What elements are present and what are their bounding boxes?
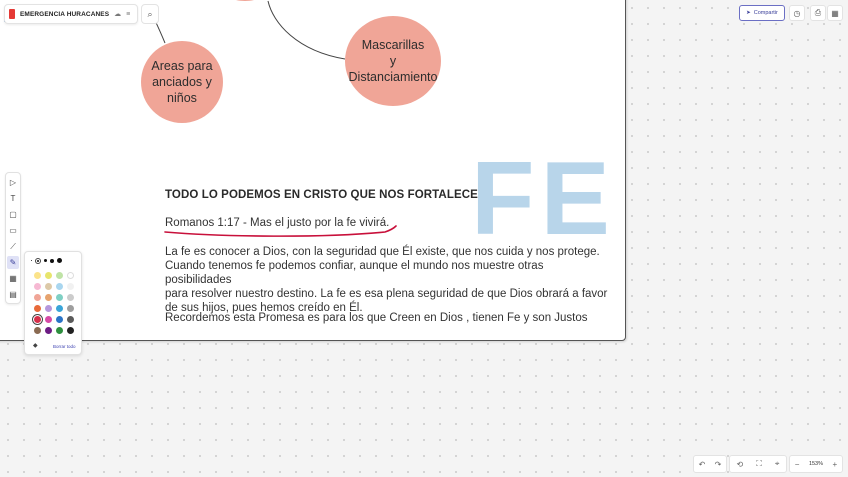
table-icon: ▦ — [9, 274, 17, 283]
color-swatch[interactable] — [67, 305, 74, 312]
color-swatch[interactable] — [45, 327, 52, 334]
color-swatch[interactable] — [67, 294, 74, 301]
undo-redo-group — [693, 455, 727, 473]
search-icon: ⌕ — [147, 8, 153, 19]
color-swatch[interactable] — [45, 272, 52, 279]
paragraph-line: de sus hijos, pues hemos creído en Él. — [165, 302, 363, 314]
pen-icon: ✎ — [9, 258, 17, 267]
grid-icon: ▦ — [831, 8, 839, 18]
node-line: anciados y — [152, 75, 212, 89]
node-line: y — [389, 54, 397, 68]
node-line: Distanciamiento — [348, 70, 438, 84]
zoom-controls — [789, 455, 843, 473]
color-swatch[interactable] — [34, 327, 41, 334]
pen-tool[interactable] — [7, 256, 19, 269]
color-swatch[interactable] — [56, 305, 63, 312]
color-swatch[interactable] — [45, 316, 52, 323]
select-tool[interactable] — [7, 176, 19, 189]
search-button[interactable] — [141, 4, 159, 24]
send-icon: ➤ — [746, 10, 751, 16]
color-swatch[interactable] — [56, 316, 63, 323]
line-icon: ⟋ — [10, 241, 16, 251]
paragraph-line: Cuando tenemos fe podemos confiar, aunque el mundo nos muestre otras posibilidades — [165, 260, 544, 286]
verse-text[interactable]: Romanos 1:17 - Mas el justo por la fe vivirá. — [165, 217, 390, 229]
shape-tool[interactable] — [7, 224, 19, 237]
cloud-sync-icon: ☁ — [114, 11, 122, 18]
color-swatch[interactable] — [45, 305, 52, 312]
undo-icon[interactable]: ↶ — [698, 459, 706, 469]
color-swatch[interactable] — [67, 283, 74, 290]
share-label: Compartir — [753, 10, 778, 16]
grid-button[interactable] — [827, 5, 843, 21]
text-icon: T — [10, 194, 16, 203]
left-toolbar — [5, 172, 21, 304]
closing-text[interactable]: Recordemos esta Promesa es para los que Creen en Dios , tienen Fe y son Justos — [165, 312, 588, 324]
color-swatch[interactable] — [45, 294, 52, 301]
board-title[interactable]: EMERGENCIA HURACANES — [20, 10, 110, 18]
zoom-out-icon[interactable]: − — [794, 459, 800, 469]
board-title-bar — [4, 4, 138, 24]
node-line: Mascarillas — [361, 38, 425, 52]
sticky-note-tool[interactable] — [7, 208, 19, 221]
color-swatch-grid — [34, 272, 74, 334]
zoom-in-icon[interactable]: + — [832, 459, 838, 469]
line-tool[interactable] — [7, 240, 19, 253]
color-swatch[interactable] — [45, 283, 52, 290]
share-button[interactable] — [739, 5, 785, 21]
color-swatch[interactable] — [34, 305, 41, 312]
history-icon[interactable]: ⟲ — [736, 459, 744, 469]
node-line: niños — [167, 91, 197, 105]
pointer-icon: ▷ — [9, 178, 17, 187]
zoom-level[interactable]: 153% — [808, 461, 824, 467]
fit-screen-icon[interactable]: ⛶ — [756, 459, 762, 468]
color-swatch[interactable] — [67, 316, 74, 323]
stroke-size-4[interactable] — [50, 259, 54, 263]
print-icon: ⎙ — [814, 8, 822, 17]
frame-icon: ▤ — [9, 290, 17, 299]
color-swatch[interactable] — [34, 283, 41, 290]
sticky-note-icon: ▢ — [9, 210, 17, 219]
text-tool[interactable] — [7, 192, 19, 205]
color-swatch[interactable] — [67, 327, 74, 334]
app-logo-icon[interactable] — [9, 9, 15, 19]
rectangle-icon: ▭ — [9, 226, 17, 235]
faith-paragraph[interactable] — [165, 245, 613, 315]
mindmap-node-areas[interactable] — [141, 41, 223, 123]
color-swatch[interactable] — [34, 294, 41, 301]
pen-underline-stroke[interactable] — [163, 225, 403, 241]
paragraph-line: La fe es conocer a Dios, con la seguridad que Él existe, que nos cuida y nos protege. — [165, 246, 600, 258]
clear-all-button[interactable]: Borrar todo — [53, 344, 76, 349]
stroke-size-picker — [31, 258, 62, 263]
color-swatch[interactable] — [67, 272, 74, 279]
print-button[interactable] — [810, 5, 826, 21]
stroke-size-2[interactable] — [37, 260, 39, 262]
stroke-size-3[interactable] — [44, 259, 47, 262]
clock-icon: ◷ — [793, 8, 801, 18]
pen-palette — [24, 251, 82, 355]
canvas-heading[interactable]: TODO LO PODEMOS EN CRISTO QUE NOS FORTALECE — [165, 189, 478, 201]
big-fe-text[interactable]: FE — [471, 141, 616, 257]
timer-button[interactable] — [789, 5, 805, 21]
stroke-size-5[interactable] — [57, 258, 62, 263]
color-swatch[interactable] — [34, 272, 41, 279]
node-line: Areas para — [151, 59, 213, 73]
mindmap-node-mascarillas[interactable] — [345, 16, 441, 106]
paragraph-line: para resolver nuestro destino. La fe es esa plena seguridad de que Dios obrará a favor — [165, 288, 608, 300]
view-controls-group — [729, 455, 787, 473]
eraser-icon[interactable]: ◆ — [33, 343, 38, 349]
stroke-size-1[interactable] — [31, 260, 32, 261]
table-tool[interactable] — [7, 272, 19, 285]
redo-icon[interactable]: ↷ — [714, 459, 722, 469]
color-swatch[interactable] — [34, 316, 41, 323]
color-swatch[interactable] — [56, 294, 63, 301]
color-swatch[interactable] — [56, 283, 63, 290]
color-swatch[interactable] — [56, 327, 63, 334]
color-swatch[interactable] — [56, 272, 63, 279]
menu-icon[interactable]: ≡ — [126, 10, 131, 18]
location-icon[interactable]: ⌖ — [774, 459, 780, 468]
frame-tool[interactable] — [7, 288, 19, 301]
